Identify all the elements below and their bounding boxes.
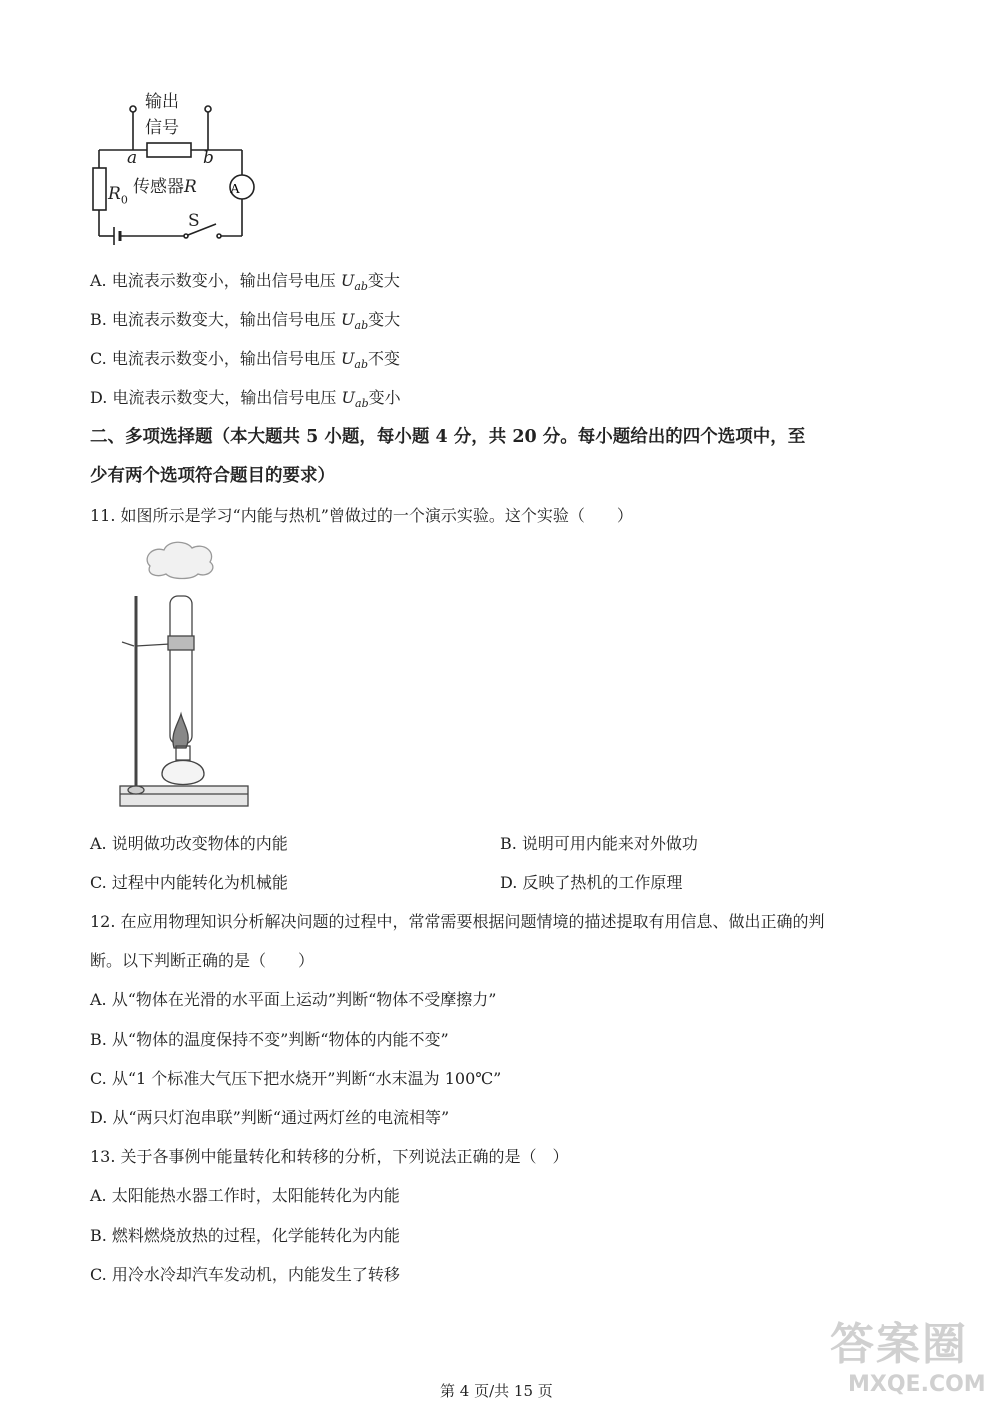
- watermark-logo: [830, 1318, 990, 1408]
- q13-option-a: A. 太阳能热水器工作时，太阳能转化为内能: [90, 1186, 400, 1205]
- section2-heading-line1: 二、多项选择题（本大题共 5 小题，每小题 4 分，共 20 分。每小题给出的四个选项中，至: [90, 427, 806, 447]
- voltage-subscript: ab: [355, 397, 369, 411]
- option-suffix: 变大: [368, 310, 401, 329]
- page-number: 第 4 页/共 15 页: [440, 1382, 553, 1400]
- q13-option-b: B. 燃料燃烧放热的过程，化学能转化为内能: [90, 1226, 400, 1245]
- option-suffix: 变大: [367, 271, 400, 290]
- q10-option-c: [90, 348, 400, 376]
- q11-stem: 11. 如图所示是学习“内能与热机”曾做过的一个演示实验。这个实验（ ）: [90, 506, 633, 525]
- option-text: C. 电流表示数变小，输出信号电压: [90, 349, 341, 368]
- q12-option-a: A. 从“物体在光滑的水平面上运动”判断“物体不受摩擦力”: [90, 990, 497, 1009]
- watermark-big: 答案圈: [830, 1319, 968, 1370]
- r0-subscript: 0: [120, 193, 128, 207]
- sensor-label: [133, 172, 197, 197]
- sensor-text: 传感器: [133, 177, 184, 197]
- voltage-symbol: U: [341, 388, 356, 407]
- q12-option-b: B. 从“物体的温度保持不变”判断“物体的内能不变”: [90, 1030, 449, 1049]
- q12-stem-line2: 断。以下判断正确的是（ ）: [90, 951, 315, 970]
- voltage-symbol: U: [340, 349, 355, 368]
- r0-label: [108, 184, 128, 206]
- q11-apparatus-figure: [112, 538, 262, 818]
- output-signal-label-1: 输出: [145, 92, 179, 112]
- r0-symbol: R: [108, 184, 121, 204]
- voltage-symbol: U: [340, 271, 355, 290]
- apparatus-svg: [112, 538, 262, 818]
- section2-heading-line2: 少有两个选项符合题目的要求）: [90, 466, 335, 486]
- q11-option-d: D. 反映了热机的工作原理: [500, 873, 683, 892]
- ammeter-symbol: A: [230, 182, 241, 197]
- sensor-symbol: R: [184, 177, 197, 197]
- output-signal-label-2: 信号: [145, 118, 179, 138]
- node-b-label: b: [203, 148, 214, 168]
- q12-option-c: C. 从“1 个标准大气压下把水烧开”判断“水末温为 100℃”: [90, 1069, 502, 1088]
- q13-option-c: C. 用冷水冷却汽车发动机，内能发生了转移: [90, 1265, 400, 1284]
- option-suffix: 不变: [368, 349, 401, 368]
- q10-option-a: [90, 270, 400, 298]
- q10-option-d: [90, 387, 401, 415]
- q12-stem-line1: 12. 在应用物理知识分析解决问题的过程中，常常需要根据问题情境的描述提取有用信息、做出正确的判: [90, 912, 825, 931]
- node-a-label: a: [127, 148, 138, 168]
- voltage-subscript: ab: [354, 280, 368, 294]
- option-text: B. 电流表示数变大，输出信号电压: [90, 310, 342, 329]
- voltage-subscript: ab: [354, 358, 369, 372]
- voltage-symbol: U: [341, 310, 355, 329]
- switch-label: S: [188, 211, 200, 231]
- q12-option-d: D. 从“两只灯泡串联”判断“通过两灯丝的电流相等”: [90, 1108, 450, 1127]
- q10-option-b: [90, 309, 400, 337]
- option-text: A. 电流表示数变小，输出信号电压: [90, 271, 341, 290]
- watermark-small: MXQE.COM: [848, 1372, 986, 1397]
- option-suffix: 变小: [368, 388, 401, 407]
- q11-option-c: C. 过程中内能转化为机械能: [90, 873, 288, 892]
- q11-option-b: B. 说明可用内能来对外做功: [500, 834, 698, 853]
- option-text: D. 电流表示数变大，输出信号电压: [90, 388, 342, 407]
- voltage-subscript: ab: [354, 319, 369, 333]
- q11-option-a: A. 说明做功改变物体的内能: [90, 834, 288, 853]
- q13-stem: 13. 关于各事例中能量转化和转移的分析，下列说法正确的是（ ）: [90, 1147, 569, 1166]
